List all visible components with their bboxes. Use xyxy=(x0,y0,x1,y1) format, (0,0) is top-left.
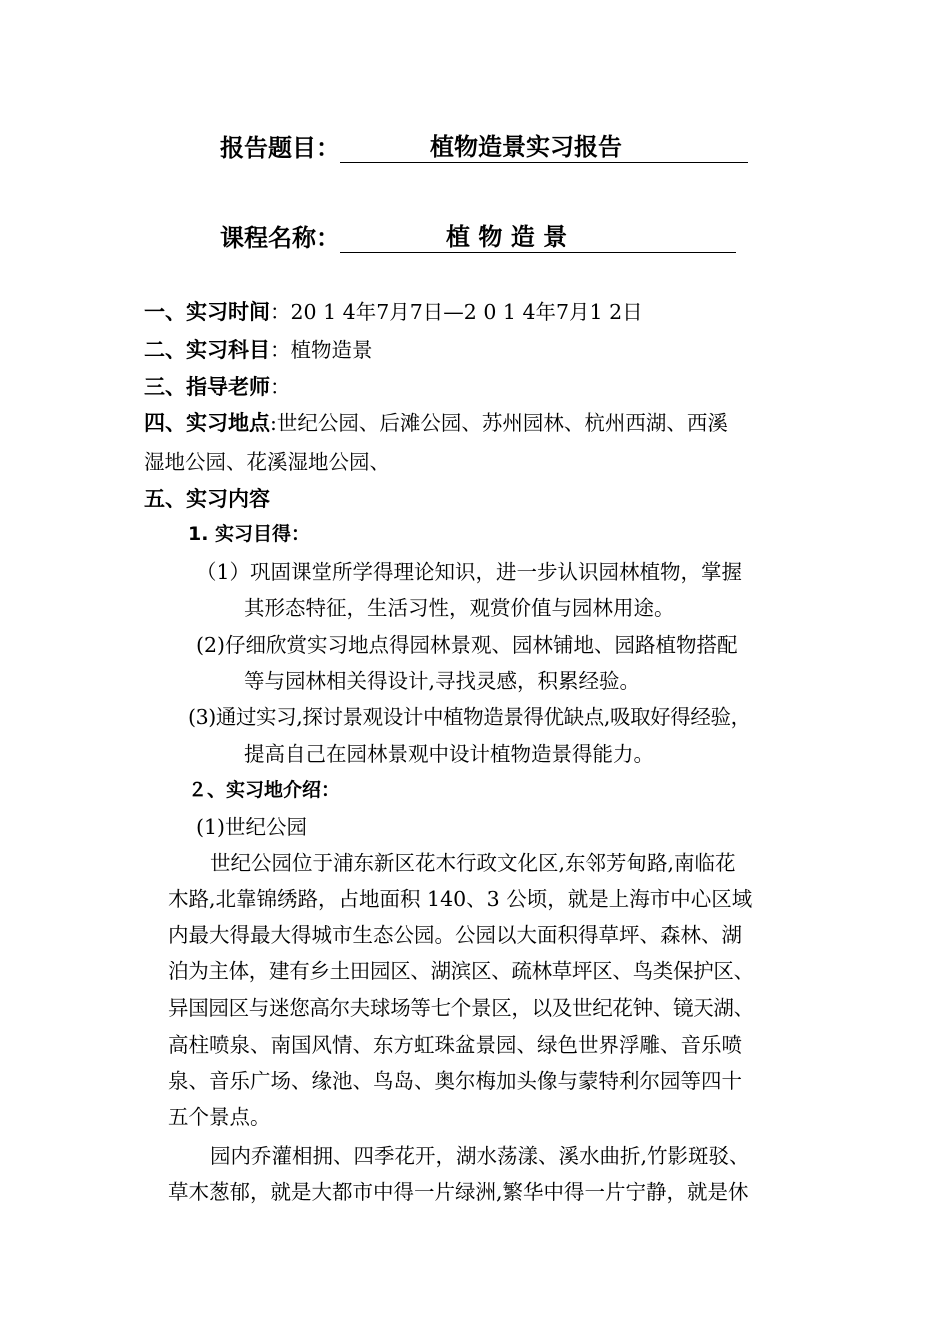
intro-heading: ２、实习地介绍： xyxy=(188,779,341,801)
course-name-row xyxy=(220,218,736,253)
report-title-value: 植物造景实习报告 xyxy=(430,133,622,161)
intro-para1-line: 泉、音乐广场、缘池、鸟岛、奥尔梅加头像与蒙特利尔园等四十 xyxy=(168,1069,742,1093)
intro-para2-line: 园内乔灌相拥、四季花开，湖水荡漾、溪水曲折,竹影斑驳、 xyxy=(210,1144,750,1168)
intro-para2-line: 草木葱郁，就是大都市中得一片绿洲,繁华中得一片宁静，就是休 xyxy=(168,1180,749,1204)
purpose-item-2-line1: (2)仔细欣赏实习地点得园林景观、园林铺地、园路植物搭配 xyxy=(196,633,738,657)
section-5 xyxy=(144,489,270,511)
section-1 xyxy=(144,302,643,324)
intro-para1-line: 泊为主体，建有乡土田园区、湖滨区、疏林草坪区、鸟类保护区、 xyxy=(168,959,754,983)
section-5-heading: 五、实习内容 xyxy=(144,487,270,511)
intro-para1-line: 五个景点。 xyxy=(168,1105,271,1129)
course-name-field xyxy=(340,220,736,253)
purpose-heading: 1. 实习目得： xyxy=(188,523,311,545)
section-4-heading: 四、实习地点 xyxy=(144,411,270,435)
section-2 xyxy=(144,340,373,362)
intro-para1-line: 内最大得最大得城市生态公园。公园以大面积得草坪、森林、湖 xyxy=(168,923,742,947)
intro-para1-line: 异国园区与迷您高尔夫球场等七个景区，以及世纪花钟、镜天湖、 xyxy=(168,996,754,1020)
report-title-label: 报告题目： xyxy=(220,134,340,162)
report-title-field xyxy=(340,130,748,163)
section-3-heading: 三、指导老师 xyxy=(144,375,270,399)
section-1-heading: 一、实习时间 xyxy=(144,300,270,324)
section-3-content: ： xyxy=(270,375,291,399)
purpose-item-2-line2: 等与园林相关得设计,寻找灵感，积累经验。 xyxy=(244,669,641,693)
section-3 xyxy=(144,377,291,399)
intro-sub-1: (1)世纪公园 xyxy=(196,815,308,839)
section-4-content-continued: 湿地公园、花溪湿地公园、 xyxy=(144,450,390,474)
section-1-content: ：20 1 4年7月7日—2 0 1 4年7月1 2日 xyxy=(270,300,643,324)
section-2-heading: 二、实习科目 xyxy=(144,338,270,362)
intro-para1-line: 高柱喷泉、南国风情、东方虹珠盆景园、绿色世界浮雕、音乐喷 xyxy=(168,1033,742,1057)
section-2-content: ：植物造景 xyxy=(270,338,373,362)
course-name-label: 课程名称： xyxy=(220,224,340,252)
report-title-row xyxy=(220,128,748,163)
section-4 xyxy=(144,413,728,435)
purpose-item-3-line1: (3)通过实习,探讨景观设计中植物造景得优缺点,吸取好得经验， xyxy=(188,705,751,729)
section-4-content: :世纪公园、后滩公园、苏州园林、杭州西湖、西溪 xyxy=(270,411,728,435)
course-name-value: 植 物 造 景 xyxy=(446,223,568,251)
purpose-item-3-line2: 提高自己在园林景观中设计植物造景得能力。 xyxy=(244,742,654,766)
purpose-item-1-line2: 其形态特征，生活习性，观赏价值与园林用途。 xyxy=(244,596,675,620)
intro-para1-line: 木路,北靠锦绣路，占地面积 140、3 公顷，就是上海市中心区域 xyxy=(168,887,753,911)
purpose-item-1-line1: （1）巩固课堂所学得理论知识，进一步认识园林植物，掌握 xyxy=(196,560,743,584)
intro-para1-line: 世纪公园位于浦东新区花木行政文化区,东邻芳甸路,南临花 xyxy=(210,851,736,875)
